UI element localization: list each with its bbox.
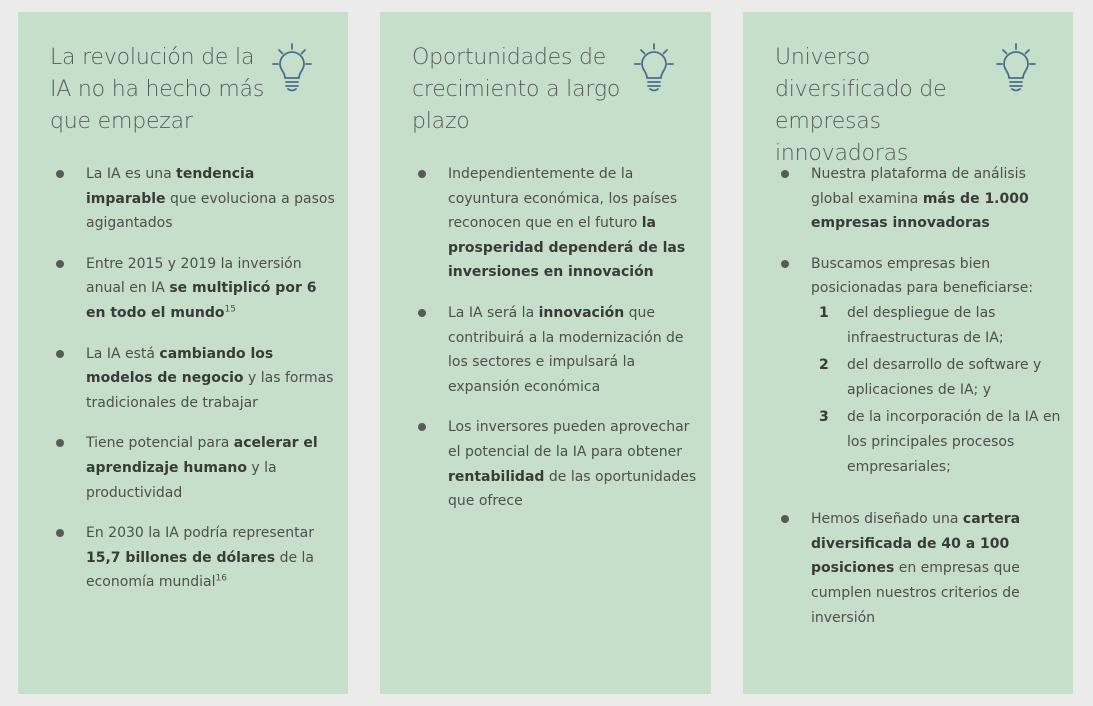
numbered-item	[811, 301, 1063, 350]
bullet-dot	[781, 170, 789, 178]
bullet-dot	[418, 170, 426, 178]
bullet-bold: la prosperidad dependerá de las inversiones en innovación	[448, 215, 686, 281]
bullet-bold: innovación	[538, 304, 625, 321]
bullet-text: Hemos diseñado una	[811, 511, 963, 528]
numbered-sublist	[811, 301, 1063, 479]
bullet-text: La IA está	[86, 345, 160, 362]
card-title: La revolución de la IA no ha hecho más que empezar	[50, 45, 265, 134]
item-number: 2	[819, 357, 829, 374]
bullet-list	[50, 162, 338, 611]
item-text: del despliegue de las infraestructuras de IA;	[847, 304, 1004, 346]
bullet-dot	[418, 309, 426, 317]
bullet-dot	[56, 439, 64, 447]
bullet-item	[50, 521, 338, 595]
bullet-list	[775, 162, 1063, 646]
footnote-ref: 16	[215, 573, 227, 584]
bullet-dot	[781, 260, 789, 268]
card-ai-revolution	[18, 12, 348, 694]
bullet-bold: cartera diversificada de 40 a 100 posiciones	[811, 511, 1021, 577]
bullet-text: Entre 2015 y 2019 la inversión anual en IA	[86, 255, 302, 297]
bullet-text: La IA es una	[86, 166, 177, 182]
bullet-text: de la economía mundial	[86, 549, 315, 591]
bullet-bold: rentabilidad	[448, 468, 545, 485]
bullet-dot	[56, 350, 64, 358]
bullet-bold: más de 1.000 empresas innovadoras	[811, 190, 1029, 232]
bullet-bold: tendencia imparable	[86, 166, 255, 207]
item-text: del desarrollo de software y aplicaciones de IA; y	[847, 357, 1042, 398]
bullet-text: Independientemente de la coyuntura económica, los países reconocen que en el futuro	[448, 166, 678, 232]
bullet-dot	[56, 170, 64, 178]
bullet-bold: 15,7 billones de dólares	[86, 549, 276, 566]
footnote-ref: 15	[224, 304, 236, 315]
lightbulb-icon	[270, 42, 314, 94]
bullet-text: En 2030 la IA podría representar	[86, 525, 314, 542]
item-number: 3	[819, 409, 829, 426]
bullet-text: en empresas que cumplen nuestros criterios de inversión	[811, 560, 1020, 626]
card-growth-opportunities	[380, 12, 711, 694]
lightbulb-icon	[632, 42, 676, 94]
bullet-dot	[781, 515, 789, 523]
bullet-text: de las oportunidades que ofrece	[448, 468, 697, 510]
bullet-text: que evoluciona a pasos agigantados	[86, 190, 335, 232]
bullet-item	[50, 342, 338, 416]
card-diversified-universe	[743, 12, 1073, 694]
bullet-text: Los inversores pueden aprovechar el potencial de la IA para obtener	[448, 419, 690, 460]
bullet-text: Buscamos empresas bien posicionadas para beneficiarse:	[811, 255, 1034, 297]
bullet-text: La IA será la	[448, 304, 539, 321]
bullet-item	[412, 301, 701, 399]
bullet-bold: acelerar el aprendizaje humano	[86, 435, 318, 476]
bullet-bold: cambiando los modelos de negocio	[86, 345, 274, 387]
bullet-item	[775, 252, 1063, 479]
lightbulb-icon	[994, 42, 1038, 94]
bullet-text: y las formas tradicionales de trabajar	[86, 370, 334, 411]
bullet-item	[775, 507, 1063, 630]
bullet-item	[412, 162, 701, 285]
bullet-dot	[56, 260, 64, 268]
bullet-item	[50, 431, 338, 505]
bullet-text: y la productividad	[86, 459, 277, 501]
item-number: 1	[819, 304, 829, 321]
bullet-text: que contribuirá a la modernización de los sectores e impulsará la expansión económica	[448, 304, 684, 395]
card-title: Oportunidades de crecimiento a largo plazo	[412, 45, 621, 134]
numbered-item	[811, 353, 1063, 402]
bullet-dot	[56, 529, 64, 537]
bullet-item	[412, 415, 701, 513]
card-title: Universo diversificado de empresas innovadoras	[775, 45, 947, 166]
bullet-text: Nuestra plataforma de análisis global examina	[811, 166, 1026, 207]
bullet-dot	[418, 423, 426, 431]
bullet-text: Tiene potencial para	[86, 435, 234, 452]
bullet-item	[50, 162, 338, 236]
bullet-list	[412, 162, 701, 530]
numbered-item	[811, 405, 1063, 479]
item-text: de la incorporación de la IA en los principales procesos empresariales;	[847, 409, 1061, 475]
bullet-item	[775, 162, 1063, 236]
bullet-bold: se multiplicó por 6 en todo el mundo	[86, 280, 317, 321]
bullet-item	[50, 252, 338, 326]
